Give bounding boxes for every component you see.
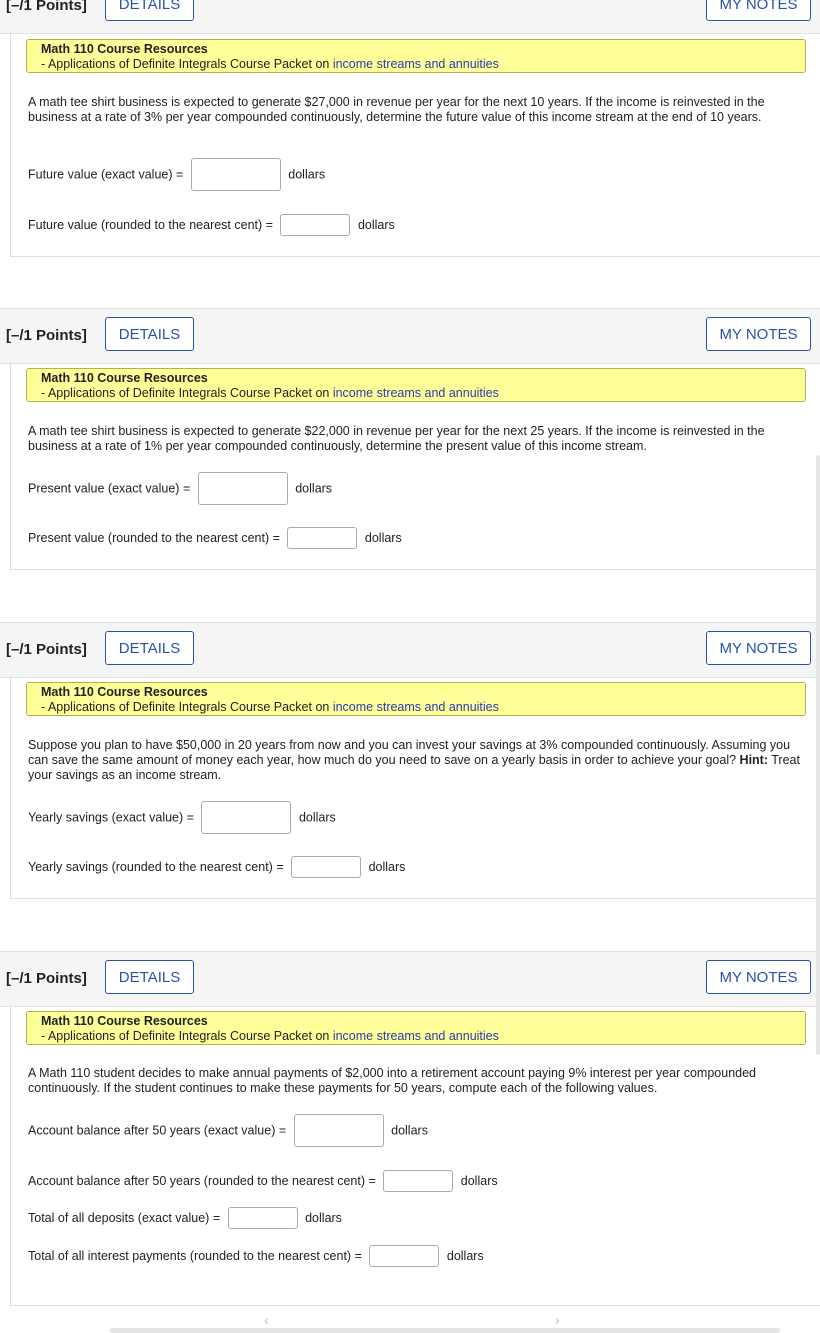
resources-title: Math 110 Course Resources: [41, 685, 208, 699]
rounded-value-input[interactable]: [287, 527, 357, 549]
answer-row: [28, 472, 332, 505]
course-resources-box: [26, 368, 806, 402]
equals-sign: =: [276, 860, 284, 874]
exact-value-input[interactable]: [294, 1114, 384, 1147]
scroll-right-icon[interactable]: ›: [555, 1312, 560, 1328]
points-label: [–/1 Points]: [6, 970, 87, 987]
resources-title: Math 110 Course Resources: [41, 371, 208, 385]
details-button[interactable]: DETAILS: [105, 631, 194, 665]
equals-sign: =: [212, 1211, 221, 1225]
answer-row: [28, 856, 405, 878]
answer-label: Present value (rounded to the nearest cent): [28, 531, 270, 545]
rounded-value-input[interactable]: [291, 856, 361, 878]
deposits-input[interactable]: [228, 1207, 298, 1229]
resources-link[interactable]: income streams and annuities: [332, 1029, 499, 1043]
answer-label: Present value (exact value): [28, 481, 180, 496]
question-header: [0, 0, 820, 34]
resources-line: - Applications of Definite Integrals Course Packet on: [41, 1029, 333, 1043]
problem-text: A Math 110 student decides to make annual payments of $2,000 into a retirement account paying 9% interest per year compounded continuously. If the student continues to make these payments for 50 years, compute each of the following values.: [28, 1066, 756, 1095]
points-label: [–/1 Points]: [6, 0, 87, 14]
exact-value-input[interactable]: [201, 801, 291, 834]
course-resources-box: [26, 39, 806, 73]
unit-label: dollars: [368, 860, 406, 874]
answer-label: Account balance after 50 years (exact value): [28, 1123, 276, 1138]
equals-sign: =: [354, 1249, 362, 1263]
my-notes-button[interactable]: MY NOTES: [706, 317, 811, 351]
details-button[interactable]: DETAILS: [105, 317, 194, 351]
points-label: [–/1 Points]: [6, 641, 87, 658]
equals-sign: =: [278, 1123, 287, 1138]
question-body: [10, 676, 820, 899]
resources-line: - Applications of Definite Integrals Course Packet on: [41, 700, 333, 714]
equals-sign: =: [272, 531, 280, 545]
hint-text: Treat your savings as an income stream.: [28, 753, 800, 782]
exact-value-input[interactable]: [191, 158, 281, 191]
unit-label: dollars: [298, 810, 336, 825]
answer-row: [28, 214, 395, 236]
answer-row: [28, 801, 336, 834]
problem-text: [28, 738, 803, 783]
unit-label: dollars: [391, 1123, 428, 1138]
answer-row: [28, 527, 402, 549]
answer-label: Total of all interest payments (rounded to the nearest cent): [28, 1249, 352, 1263]
answer-label: Account balance after 50 years (rounded to the nearest cent): [28, 1174, 366, 1188]
my-notes-button[interactable]: MY NOTES: [706, 960, 811, 994]
answer-label: Future value (rounded to the nearest cent): [28, 218, 263, 232]
equals-sign: =: [368, 1174, 376, 1188]
exact-value-input[interactable]: [198, 472, 288, 505]
question-header: [0, 622, 820, 678]
problem-body: Suppose you plan to have $50,000 in 20 years from now and you can invest your savings at 3% compounded continuously. Assuming you can save the same amount of money each year, how much do you need to save on a yearly basis in order to achieve your goal?: [28, 738, 791, 767]
course-resources-box: [26, 682, 806, 716]
unit-label: dollars: [288, 167, 326, 182]
resources-line: - Applications of Definite Integrals Course Packet on: [41, 57, 333, 71]
answer-row: [28, 1207, 342, 1229]
resources-title: Math 110 Course Resources: [41, 42, 208, 56]
rounded-value-input[interactable]: [383, 1170, 453, 1192]
unit-label: dollars: [460, 1174, 498, 1188]
points-label: [–/1 Points]: [6, 327, 87, 344]
equals-sign: =: [265, 218, 273, 232]
rounded-value-input[interactable]: [280, 214, 350, 236]
my-notes-button[interactable]: MY NOTES: [706, 631, 811, 665]
resources-link[interactable]: income streams and annuities: [332, 386, 499, 400]
answer-row: [28, 1114, 428, 1147]
problem-text: A math tee shirt business is expected to generate $27,000 in revenue per year for the next 10 years. If the income is reinvested in the business at a rate of 3% per year compounded continuously, determine the future value of this income stream at the end of 10 years.: [28, 95, 765, 124]
question-header: [0, 308, 820, 364]
answer-row: [28, 158, 325, 191]
resources-title: Math 110 Course Resources: [41, 1014, 208, 1028]
answer-row: [28, 1170, 498, 1192]
answer-label: Yearly savings (exact value): [28, 810, 184, 825]
resources-link[interactable]: income streams and annuities: [332, 700, 499, 714]
interest-input[interactable]: [369, 1245, 439, 1267]
problem-text: A math tee shirt business is expected to generate $22,000 in revenue per year for the next 25 years. If the income is reinvested in the business at a rate of 1% per year compounded continuously, determine the present value of this income stream.: [28, 424, 765, 453]
course-resources-box: [26, 1011, 806, 1045]
my-notes-button[interactable]: MY NOTES: [706, 0, 811, 21]
unit-label: dollars: [295, 481, 333, 496]
question-header: [0, 951, 820, 1007]
question-body: [10, 32, 820, 257]
equals-sign: =: [182, 481, 191, 496]
scroll-left-icon[interactable]: ‹: [264, 1312, 269, 1328]
details-button[interactable]: DETAILS: [105, 960, 194, 994]
unit-label: dollars: [446, 1249, 484, 1263]
resources-link[interactable]: income streams and annuities: [332, 57, 499, 71]
vertical-scrollbar[interactable]: [816, 455, 820, 1055]
hint-label: Hint:: [739, 753, 769, 767]
answer-label: Total of all deposits (exact value): [28, 1211, 210, 1225]
unit-label: dollars: [357, 218, 395, 232]
answer-label: Yearly savings (rounded to the nearest cent): [28, 860, 273, 874]
question-body: [10, 362, 820, 570]
equals-sign: =: [186, 810, 194, 825]
resources-line: - Applications of Definite Integrals Course Packet on: [41, 386, 333, 400]
answer-label: Future value (exact value): [28, 167, 173, 182]
horizontal-scrollbar[interactable]: [110, 1328, 780, 1333]
unit-label: dollars: [364, 531, 402, 545]
question-body: [10, 1005, 820, 1306]
unit-label: dollars: [305, 1211, 342, 1225]
details-button[interactable]: DETAILS: [105, 0, 194, 21]
equals-sign: =: [176, 167, 184, 182]
answer-row: [28, 1245, 484, 1267]
